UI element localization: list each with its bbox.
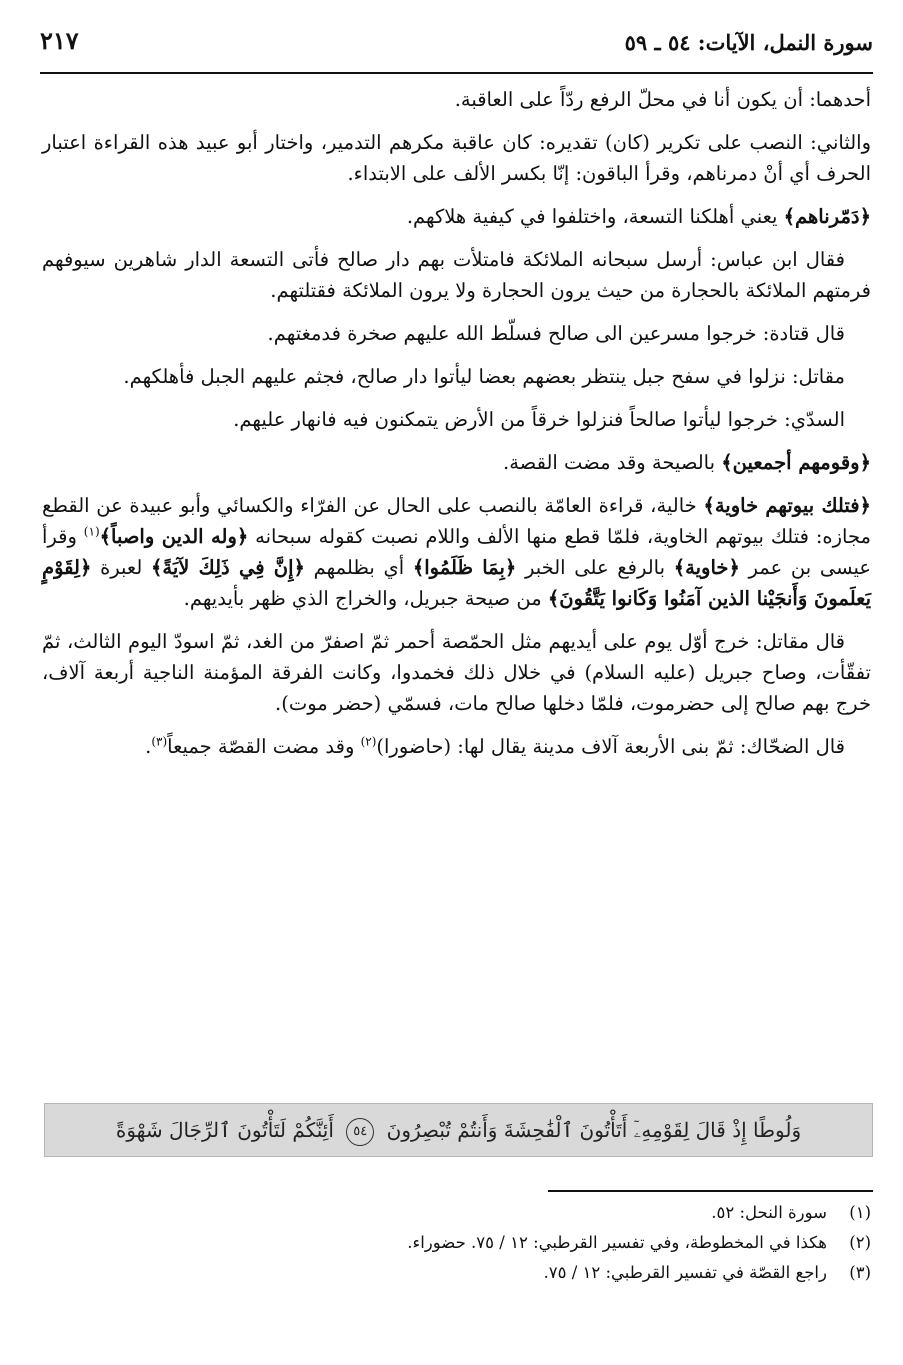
text-segment: والثاني: النصب على تكرير (كان) تقديره: كان عاقبة مكرهم التدمير، واختار أبو عبيد هذه القراءة اعتبار الحرف أي أنْ دمرناهم، وقرأ الباقون: إنّا بكسر الألف على الابتداء. bbox=[42, 131, 871, 185]
footnote-text: هكذا في المخطوطة، وفي تفسير القرطبي: ١٢ / ٧٥. حضوراء. bbox=[407, 1233, 827, 1252]
paragraph bbox=[42, 447, 871, 478]
paragraph bbox=[42, 626, 871, 719]
quran-quote: ﴿وقومهم أجمعين﴾ bbox=[721, 451, 871, 474]
text-segment: وقرأ عيسى بن عمر bbox=[42, 525, 872, 579]
text-segment: . bbox=[145, 735, 152, 758]
paragraph bbox=[42, 201, 871, 232]
paragraph bbox=[42, 490, 871, 614]
text-segment: بالصيحة وقد مضت القصة. bbox=[503, 451, 722, 474]
ayah-number-marker: ٥٤ bbox=[346, 1118, 374, 1146]
text-segment: مقاتل: نزلوا في سفح جبل ينتظر بعضهم بعضا ليأتوا دار صالح، فجثم عليهم الجبل فأهلكهم. bbox=[123, 365, 845, 388]
paragraph bbox=[42, 404, 871, 435]
paragraph bbox=[42, 731, 871, 762]
quran-quote: ﴿لِقَوْمٍ يَعلَمونَ وَأَنجَيْنا الذين آمَنُوا وَكَانوا يَتَّقُونَ﴾ bbox=[42, 556, 871, 610]
footnote-text: راجع القصّة في تفسير القرطبي: ١٢ / ٧٥. bbox=[543, 1263, 827, 1282]
footnote bbox=[40, 1258, 871, 1288]
text-segment: يعني أهلكنا التسعة، واختلفوا في كيفية هلاكهم. bbox=[406, 205, 784, 228]
text-segment: السدّي: خرجوا ليأتوا صالحاً فنزلوا خرقاً من الأرض يتمكنون فيه فانهار عليهم. bbox=[233, 408, 845, 431]
paragraph bbox=[42, 244, 871, 306]
quran-quote: ﴿إِنَّ فِي ذَلِكَ لآيَةً﴾ bbox=[150, 556, 305, 579]
text-segment: أي بظلمهم bbox=[304, 556, 413, 579]
text-segment: من صيحة جبريل، والخراج الذي ظهر بأيديهم. bbox=[183, 587, 548, 610]
footnote bbox=[40, 1228, 871, 1258]
text-segment: بالرفع على الخبر bbox=[516, 556, 674, 579]
text-segment: قال الضحّاك: ثمّ بنى الأربعة آلاف مدينة يقال لها: (حاضورا) bbox=[376, 735, 845, 758]
text-segment: فقال ابن عباس: أرسل سبحانه الملائكة فامتلأت بهم دار صالح فأتى التسعة الدار شاهرين سيوفهم فرمتهم الملائكة بالحجارة من حيث يرون الحجارة ولا يرون الملائكة فقتلتهم. bbox=[42, 248, 871, 302]
paragraph bbox=[42, 84, 871, 115]
paragraph bbox=[42, 318, 871, 349]
quran-quote: ﴿دَمّرناهم﴾ bbox=[783, 205, 871, 228]
footnote-text: سورة النحل: ٥٢. bbox=[711, 1203, 827, 1222]
surah-title: سورة النمل، الآيات: ٥٤ ـ ٥٩ bbox=[624, 30, 873, 55]
footnote-ref: (٣) bbox=[151, 734, 168, 749]
footnote-number: (٣) bbox=[849, 1263, 871, 1282]
footnote bbox=[40, 1198, 871, 1228]
text-segment: وقد مضت القصّة جميعاً bbox=[167, 735, 361, 758]
footnote-ref: (٢) bbox=[360, 734, 377, 749]
footnote-number: (٢) bbox=[849, 1233, 871, 1252]
quran-quote: ﴿فتلك بيوتهم خاوية﴾ bbox=[703, 494, 871, 517]
text-segment: لعبرة bbox=[91, 556, 151, 579]
paragraph bbox=[42, 361, 871, 392]
text-segment: خالية، قراءة العامّة بالنصب على الحال عن الفرّاء والكسائي وأبو عبيدة عن القطع مجازه: فتلك بيوتهم الخاوية، فلمّا قطع منها الألف واللام نصبت كقوله سبحانه bbox=[42, 494, 871, 548]
quran-quote: ﴿بِمَا ظَلَمُوا﴾ bbox=[412, 556, 517, 579]
page-header bbox=[40, 24, 873, 74]
paragraph bbox=[42, 127, 871, 189]
footnotes bbox=[40, 1198, 871, 1288]
quran-verse-band bbox=[44, 1103, 873, 1157]
footnote-divider bbox=[548, 1190, 873, 1192]
quran-quote: ﴿وله الدين واصباً﴾ bbox=[99, 525, 249, 548]
text-segment: قال مقاتل: خرج أوّل يوم على أيديهم مثل الحمّصة أحمر ثمّ اصفرّ من الغد، ثمّ اسودّ اليوم الثالث، ثمّ تفقّأت، وصاح جبريل (عليه السلام) في خلال ذلك فخمدوا، وكانت الفرقة المؤمنة الناجية أربعة آلاف، خرج بهم صالح إلى حضرموت، فلمّا دخلها صالح مات، فسمّي (حضر موت). bbox=[42, 630, 871, 715]
verse-text-part-a: وَلُوطًا إِذْ قَالَ لِقَوْمِهِۦٓ أَتَأْتُونَ ٱلْفَٰحِشَةَ وَأَنتُمْ تُبْصِرُونَ bbox=[386, 1118, 802, 1142]
text-segment: أحدهما: أن يكون أنا في محلّ الرفع ردّاً على العاقبة. bbox=[454, 88, 871, 111]
footnote-number: (١) bbox=[849, 1203, 871, 1222]
page-number: ٢١٧ bbox=[40, 26, 79, 55]
commentary-body bbox=[42, 84, 871, 774]
quran-quote: ﴿خاوية﴾ bbox=[673, 556, 740, 579]
footnote-ref: (١) bbox=[83, 524, 100, 539]
verse-text-part-b: أَئِنَّكُمْ لَتَأْتُونَ ٱلرِّجَالَ شَهْوَةً bbox=[115, 1118, 334, 1142]
text-segment: قال قتادة: خرجوا مسرعين الى صالح فسلّط الله عليهم صخرة فدمغتهم. bbox=[267, 322, 845, 345]
